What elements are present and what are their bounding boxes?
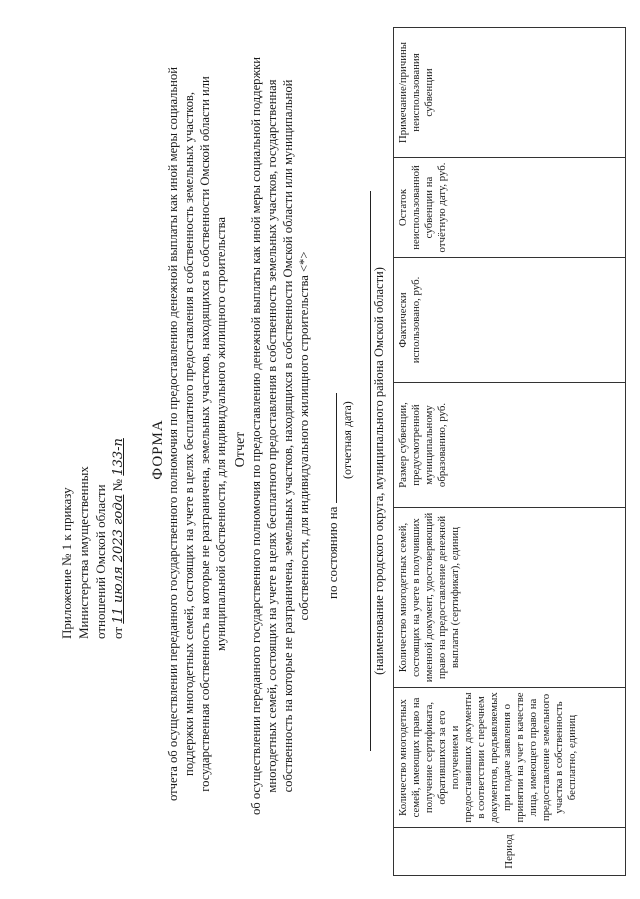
appendix-line-3: отношений Омской области (93, 484, 108, 639)
appendix-line-1: Приложение № 1 к приказу (59, 487, 74, 639)
as-of-line (325, 393, 341, 599)
form-description: отчета об осуществлении переданного государственного полномочия по предоставлению денежной выплаты как иной меры социальной поддержки многодетных семей, состоящих на учете в целях бесплатного предоставления в собственность земельных участков, государственная собственность на которые не разграничена, земельных участков, находящихся в собственности Омской области или муниципальной собственности, для индивидуального жилищного строительства (166, 67, 228, 801)
header-notes: Примечание/причины неиспользования субвенции (394, 28, 626, 158)
appendix-block (58, 299, 127, 639)
handwritten-date: 11 июля 2023 года (111, 494, 126, 624)
municipality-caption: (наименование городского округа, муниципального района Омской области) (372, 267, 386, 675)
header-actually-used: Фактически использовано, руб. (394, 258, 626, 383)
as-of-label: по состоянию на (325, 506, 340, 599)
report-table (393, 27, 626, 876)
appendix-line-2: Министерства имущественных (76, 466, 91, 639)
municipality-blank-line (370, 191, 371, 751)
as-of-blank-field (336, 393, 337, 503)
form-title: ФОРМА (150, 419, 166, 480)
appendix-date-prefix: от (110, 626, 125, 639)
handwritten-number: 133-п (111, 438, 126, 476)
header-remaining-balance: Остаток неиспользованной субвенции на отчётную дату, руб. (394, 158, 626, 258)
appendix-line-4 (109, 299, 127, 639)
header-eligible-families: Количество многодетных семей, имеющих право на получение сертификата, обратившихся за его получением и предоставивших документы в соответствии с перечнем документов, предъявляемых при подаче заявления о принятии на учет в качестве лица, имеющего право на предоставление земельного участка в собственность бесплатно, единиц (394, 688, 626, 828)
report-description: об осуществлении переданного государственного полномочия по предоставлению денежной выплаты как иной меры социальной поддержки многодетных семей, состоящих на учете в целях бесплатного предоставления в собственность земельных участков, государственная собственность на которые не разграничена, земельных участков, находящихся в собственности Омской области или муниципальной собственности, для индивидуального жилищного строительства <*> (249, 56, 311, 816)
header-period: Период (394, 828, 626, 876)
report-title: Отчет (233, 431, 248, 468)
table-header-row (394, 28, 626, 876)
appendix-number-prefix: № (110, 478, 125, 492)
header-subvention-amount: Размер субвенции, предусмотренной муниципальному образованию, руб. (394, 383, 626, 508)
as-of-caption: (отчетная дата) (340, 401, 354, 479)
header-certificate-families: Количество многодетных семей, состоящих на учете в получивших именной документ, удостоверяющий право на предоставление денежной выплаты (сертификат), единиц (394, 508, 626, 688)
